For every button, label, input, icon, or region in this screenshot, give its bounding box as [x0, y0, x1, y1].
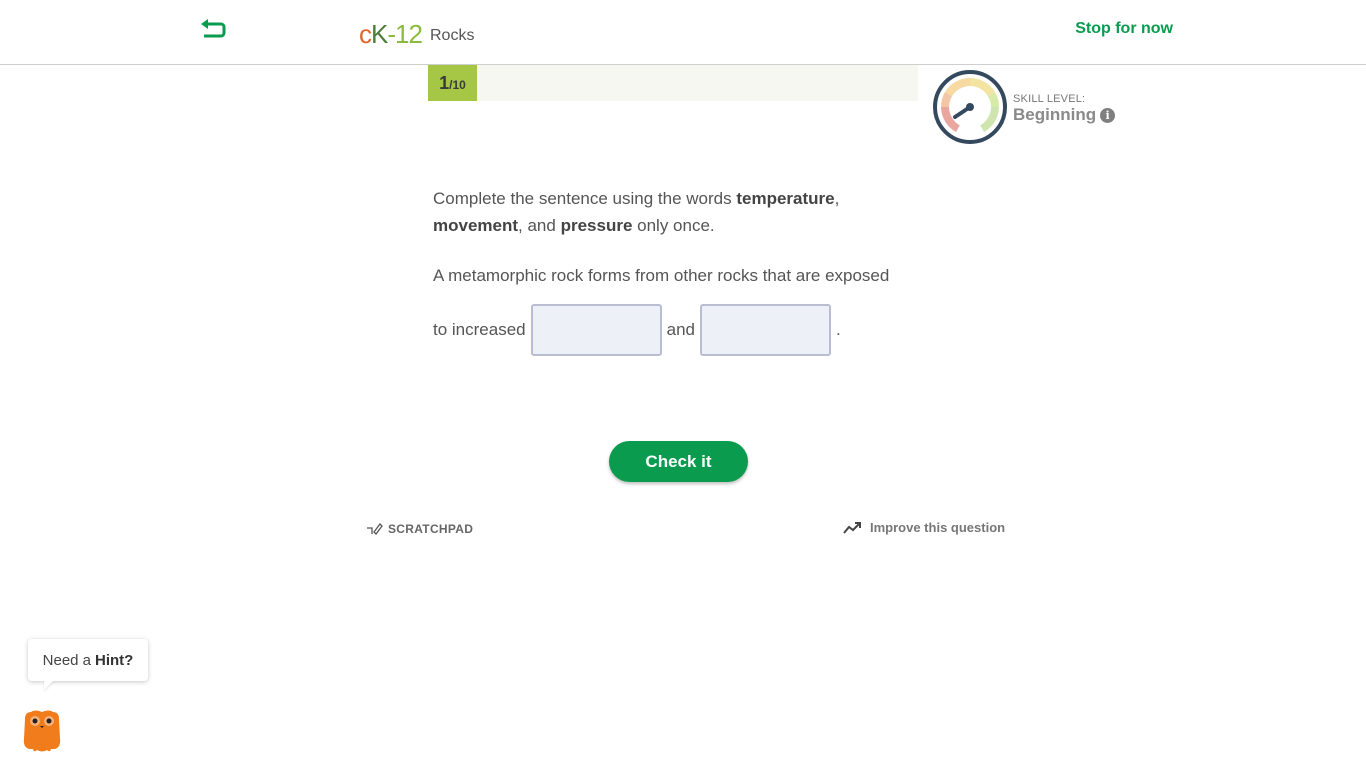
progress-fill: [428, 65, 477, 101]
improve-label: Improve this question: [870, 520, 1006, 535]
mascot-icon[interactable]: [21, 709, 63, 753]
instr-text: , and: [518, 216, 561, 235]
progress-total: /10: [449, 78, 466, 92]
keyword-temperature: temperature: [736, 189, 835, 208]
skill-level-value: [1013, 105, 1115, 125]
skill-level-text: Beginning: [1013, 105, 1097, 124]
scratchpad-label: SCRATCHPAD: [388, 522, 474, 536]
scratchpad-pen-icon: [366, 522, 384, 536]
stop-for-now-link[interactable]: Stop for now: [1075, 20, 1173, 37]
sentence-line-1: A metamorphic rock forms from other rocks that are exposed: [433, 266, 890, 285]
logo-k: K: [371, 19, 388, 49]
sentence-mid: and: [666, 320, 695, 339]
instr-text: only once.: [632, 216, 715, 235]
trending-up-icon: [843, 521, 861, 535]
logo-number: 12: [395, 19, 422, 49]
logo-dash: -: [387, 19, 396, 49]
top-header: [0, 0, 1366, 65]
sentence-line-2: [433, 304, 841, 356]
improve-question-link[interactable]: [843, 520, 1005, 535]
hint-emphasis: Hint?: [95, 651, 134, 669]
question-instructions: [433, 185, 913, 239]
progress-bar: [428, 65, 918, 101]
skill-gauge-icon: [932, 69, 1008, 145]
instr-text: Complete the sentence using the words: [433, 189, 737, 208]
check-it-button[interactable]: Check it: [609, 441, 748, 482]
keyword-pressure: pressure: [560, 216, 633, 235]
ck12-logo[interactable]: [359, 19, 422, 49]
sentence-end: .: [836, 320, 841, 339]
scratchpad-button[interactable]: [366, 522, 473, 536]
logo-c: c: [359, 19, 371, 49]
info-icon[interactable]: i: [1100, 108, 1115, 123]
skill-level-label: SKILL LEVEL:: [1013, 93, 1086, 105]
back-arrow-icon: [199, 19, 227, 41]
instr-text: ,: [834, 189, 840, 208]
back-button[interactable]: [196, 16, 230, 44]
keyword-movement: movement: [433, 216, 519, 235]
page-title: Rocks: [430, 27, 475, 44]
sentence-lead: to increased: [433, 320, 526, 339]
hint-prefix: Need a: [42, 651, 92, 669]
hint-bubble[interactable]: [28, 639, 148, 681]
blank-input-2[interactable]: [700, 304, 831, 356]
progress-current: 1: [439, 72, 450, 93]
blank-input-1[interactable]: [531, 304, 662, 356]
